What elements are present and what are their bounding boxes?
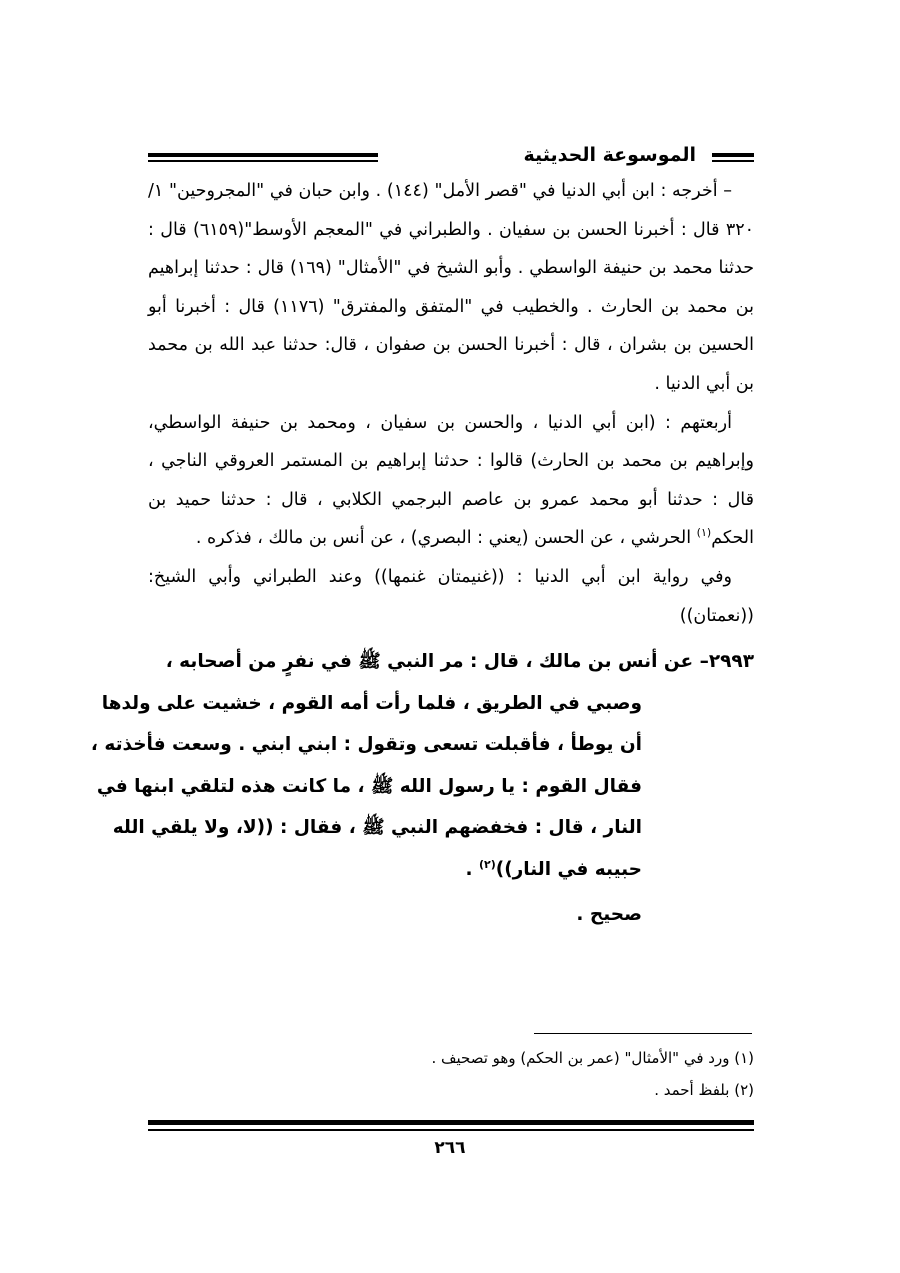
chain-text-end: الحرشي ، عن الحسن (يعني : البصري) ، عن أنس بن مالك ، فذكره . [195, 528, 697, 549]
hadith-line: النار ، قال : فخفضهم النبي ﷺ ، فقال : ((لا، ولا يلقي الله [112, 817, 642, 839]
hadith-text [90, 641, 754, 890]
hadith-last-end: . [465, 858, 479, 880]
variant-paragraph: وفي رواية ابن أبي الدنيا : ((غنيمتان غنمها)) وعند الطبراني وأبي الشيخ: ((نعمتان)) [148, 566, 754, 626]
hadith-last-text: حبيبه في النار)) [495, 858, 642, 880]
footnote-ref-1: (١) [696, 526, 712, 540]
bottom-rule [148, 1120, 754, 1131]
hadith-line: أن يوطأ ، فأقبلت تسعى وتقول : ابني ابني . وسعت فأخذته ، [90, 734, 642, 756]
hadith-line: ٢٩٩٣– عن أنس بن مالك ، قال : مر النبي ﷺ في نفرٍ من أصحابه ، [165, 651, 754, 673]
takhrij-paragraph: – أخرجه : ابن أبي الدنيا في "قصر الأمل" (١٤٤) . وابن حبان في "المجروحين" ١/ ٣٢٠ قال : أخبرنا الحسن بن سفيان . والطبراني في "المعجم الأوسط"(٦١٥٩) قال : حدثنا محمد بن حنيفة الواسطي . وأبو الشيخ في "الأمثال" (١٦٩) قال : حدثنا إبراهيم بن محمد بن الحارث . والخطيب في "المتفق والمفترق" (١١٧٦) قال : أخبرنا أبو الحسين بن بشران ، قال : أخبرنا الحسن بن صفوان ، قال: حدثنا عبد الله بن محمد بن أبي الدنيا . [148, 181, 755, 394]
header-title: الموسوعة الحديثية [523, 144, 696, 166]
footnote-ref-2: (٢) [478, 857, 496, 871]
hadith-grade: صحيح . [576, 904, 642, 926]
chain-paragraph [148, 404, 754, 558]
main-text [90, 172, 755, 936]
header-rule-right [712, 153, 754, 162]
hadith-line-last [148, 849, 754, 891]
hadith-line: فقال القوم : يا رسول الله ﷺ ، ما كانت هذه لتلقي ابنها في [96, 775, 642, 797]
footnote-separator [534, 1033, 752, 1034]
header-rule-left [148, 153, 378, 162]
footnote-1: (١) ورد في "الأمثال" (عمر بن الحكم) وهو تصحيف . [431, 1049, 754, 1067]
footnotes [148, 1042, 754, 1106]
footnote-2: (٢) بلفظ أحمد . [654, 1081, 754, 1099]
running-header [148, 140, 754, 170]
page-number: ٢٦٦ [434, 1138, 466, 1158]
hadith-line: وصبي في الطريق ، فلما رأت أمه القوم ، خشيت على ولدها [101, 692, 642, 714]
chain-text: أربعتهم : (ابن أبي الدنيا ، والحسن بن سفيان ، ومحمد بن حنيفة الواسطي، وإبراهيم بن محمد بن الحارث) قالوا : حدثنا إبراهيم بن المستمر العروقي الناجي ، قال : حدثنا أبو محمد عمرو بن عاصم البرجمي الكلابي ، قال : حدثنا حميد بن الحكم [148, 412, 754, 549]
